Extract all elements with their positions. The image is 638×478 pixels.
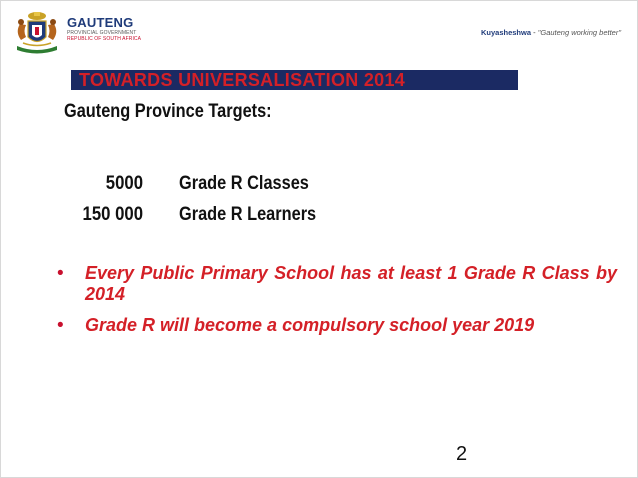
bullet-item (57, 263, 617, 305)
bullet-item (57, 315, 617, 336)
page-number: 2 (456, 443, 468, 465)
target-label: Grade R Classes (179, 173, 309, 194)
logo-name: GAUTENG (67, 15, 134, 30)
tagline (481, 28, 621, 37)
tagline-bold: Kuyasheshwa (481, 28, 532, 37)
header (1, 1, 638, 59)
target-number: 5000 (105, 173, 143, 194)
tagline-separator: - (531, 28, 538, 37)
bullet-list (57, 263, 617, 346)
logo-text (67, 16, 141, 42)
subtitle: Gauteng Province Targets: (64, 101, 272, 122)
slide-title: TOWARDS UNIVERSALISATION 2014 (79, 70, 406, 90)
bullet-text: Every Public Primary School has at least 1 Grade R Class by 2014 (85, 263, 617, 304)
logo-subline-2: REPUBLIC OF SOUTH AFRICA (67, 36, 142, 42)
target-label: Grade R Learners (179, 204, 317, 225)
bullet-marker: • (57, 263, 64, 284)
target-number: 150 000 (82, 204, 143, 225)
coat-of-arms-icon (11, 10, 63, 54)
logo-subline-1: PROVINCIAL GOVERNMENT (67, 30, 137, 36)
bullet-marker: • (57, 315, 64, 336)
bullet-text: Grade R will become a compulsory school year 2019 (85, 315, 535, 335)
tagline-slogan: "Gauteng working better" (537, 28, 621, 37)
title-bar (71, 70, 518, 90)
